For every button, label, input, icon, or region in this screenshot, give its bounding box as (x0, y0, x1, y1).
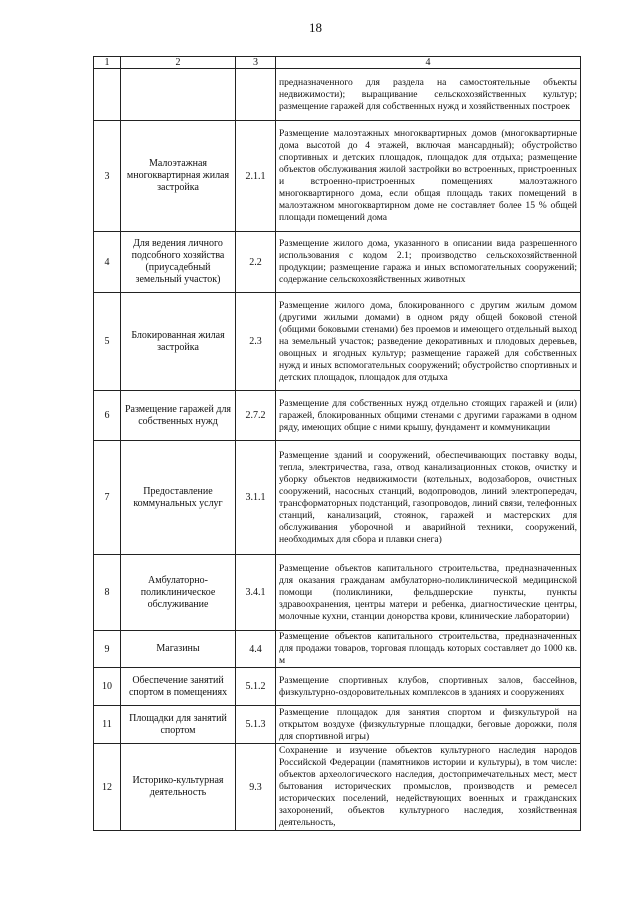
col-header-description: 4 (276, 57, 581, 69)
row-name: Амбулаторно-поликлиническое обслуживание (121, 555, 236, 631)
col-header-code: 3 (236, 57, 276, 69)
row-code: 2.7.2 (236, 391, 276, 441)
table-row (94, 668, 581, 706)
table-row (94, 69, 581, 121)
row-description: Размещение площадок для занятия спортом и физкультурой на открытом воздухе (физкультурные площадки, беговые дорожки, поля для спортивной игры) (276, 706, 581, 744)
row-name: Обеспечение занятий спортом в помещениях (121, 668, 236, 706)
row-code: 3.4.1 (236, 555, 276, 631)
row-description: Размещение малоэтажных многоквартирных домов (многоквартирные дома высотой до 4 этажей, включая мансардный); обустройство спортивных и детских площадок, площадок для отдыха; размещение объектов обслуживания жилой застройки во встроенных, пристроенных и встроенно-пристроенных помещениях малоэтажного многоквартирного дома, если общая площадь таких помещений в малоэтажном многоквартирном доме не составляет более 15 % общей площади помещений дома (276, 121, 581, 232)
row-name (121, 69, 236, 121)
table-row (94, 391, 581, 441)
row-name: Для ведения личного подсобного хозяйства (приусадебный земельный участок) (121, 232, 236, 293)
row-description: Размещение жилого дома, указанного в описании вида разрешенного использования с кодом 2.1; производство сельскохозяйственной продукции; размещение гаража и иных вспомогательных сооружений; содержание сельскохозяйственных животных (276, 232, 581, 293)
row-description: Размещение спортивных клубов, спортивных залов, бассейнов, физкультурно-оздоровительных комплексов в зданиях и сооружениях (276, 668, 581, 706)
row-name: Размещение гаражей для собственных нужд (121, 391, 236, 441)
table-row (94, 706, 581, 744)
table-row (94, 441, 581, 555)
row-number: 3 (94, 121, 121, 232)
row-code: 9.3 (236, 744, 276, 831)
row-number: 11 (94, 706, 121, 744)
row-number: 4 (94, 232, 121, 293)
table-row (94, 555, 581, 631)
page-number: 18 (309, 20, 322, 35)
row-code: 2.3 (236, 293, 276, 391)
row-code: 2.1.1 (236, 121, 276, 232)
col-header-number: 1 (94, 57, 121, 69)
row-name: Блокированная жилая застройка (121, 293, 236, 391)
table-row (94, 232, 581, 293)
table-row (94, 744, 581, 831)
row-code: 5.1.2 (236, 668, 276, 706)
row-name: Малоэтажная многоквартирная жилая застройка (121, 121, 236, 232)
row-description: Размещение жилого дома, блокированного с другим жилым домом (другими жилыми домами) в одном ряду общей боковой стеной (общими боковыми стенами) без проемов и имеющего отдельный выход на земельный участок; разведение декоративных и плодовых деревьев, овощных и ягодных культур; размещение гаражей для собственных нужд и иных вспомогательных сооружений; обустройство спортивных и детских площадок, площадок для отдыха (276, 293, 581, 391)
row-name: Предоставление коммунальных услуг (121, 441, 236, 555)
row-description: Размещение зданий и сооружений, обеспечивающих поставку воды, тепла, электричества, газа, отвод канализационных стоков, очистку и уборку объектов недвижимости (котельных, водозаборов, очистных сооружений, насосных станций, водопроводов, линий электропередач, трансформаторных подстанций, газопроводов, линий связи, телефонных станций, канализаций, стоянок, гаражей и мастерских для обслуживания уборочной и аварийной техники, сооружений, необходимых для сбора и плавки снега) (276, 441, 581, 555)
row-code: 2.2 (236, 232, 276, 293)
row-number: 6 (94, 391, 121, 441)
table-row (94, 121, 581, 232)
row-code: 5.1.3 (236, 706, 276, 744)
row-number: 7 (94, 441, 121, 555)
row-number: 9 (94, 631, 121, 668)
row-description: Размещение для собственных нужд отдельно стоящих гаражей и (или) гаражей, блокированных общими стенами с другими гаражами в одном ряду, имеющих общие с ними крышу, фундамент и коммуникации (276, 391, 581, 441)
row-code: 3.1.1 (236, 441, 276, 555)
land-use-table (93, 56, 581, 831)
row-name: Магазины (121, 631, 236, 668)
row-description: Размещение объектов капитального строительства, предназначенных для продажи товаров, торговая площадь которых составляет до 1000 кв. м (276, 631, 581, 668)
col-header-name: 2 (121, 57, 236, 69)
row-number: 8 (94, 555, 121, 631)
row-number (94, 69, 121, 121)
row-number: 12 (94, 744, 121, 831)
row-code (236, 69, 276, 121)
row-description: Сохранение и изучение объектов культурного наследия народов Российской Федерации (памятников истории и культуры), в том числе: объектов археологического наследия, достопримечательных мест, мест бытования исторических промыслов, производств и ремесел исторических поселений, недействующих военных и гражданских захоронений, объектов культурного наследия, хозяйственная деятельность, (276, 744, 581, 831)
row-name: Историко-культурная деятельность (121, 744, 236, 831)
row-number: 5 (94, 293, 121, 391)
row-name: Площадки для занятий спортом (121, 706, 236, 744)
row-code: 4.4 (236, 631, 276, 668)
row-description: предназначенного для раздела на самостоятельные объекты недвижимости); выращивание сельскохозяйственных культур; размещение гаражей для собственных нужд и хозяйственных построек (276, 69, 581, 121)
row-number: 10 (94, 668, 121, 706)
table-header (94, 57, 581, 69)
table-row (94, 631, 581, 668)
row-description: Размещение объектов капитального строительства, предназначенных для оказания гражданам амбулаторно-поликлинической медицинской помощи (поликлиники, фельдшерские пункты, пункты здравоохранения, центры матери и ребенка, диагностические центры, молочные кухни, станции донорства крови, клинические лаборатории) (276, 555, 581, 631)
table-row (94, 293, 581, 391)
